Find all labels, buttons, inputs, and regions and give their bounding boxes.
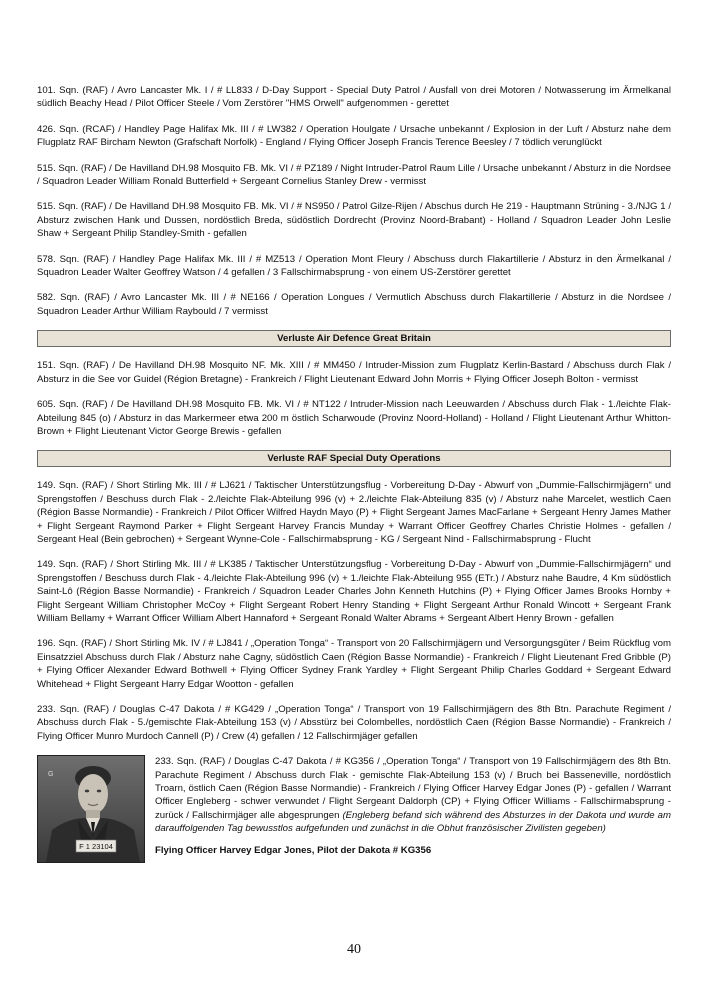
entry-426-sqn: 426. Sqn. (RCAF) / Handley Page Halifax Mk. III / # LW382 / Operation Houlgate / Ursache unbekannt / Explosion in der Luft / Absturz nahe dem Flugplatz RAF Bircham Newton (Grafschaft Norfolk) - England / Flying Officer Joseph Francis Terence Beesley / 7 tödlich verunglückt [37,123,671,149]
entry-101-sqn: 101. Sqn. (RAF) / Avro Lancaster Mk. I / # LL833 / D-Day Support - Special Duty Patrol / Ausfall von drei Motoren / Notwasserung im Ärmelkanal südlich Beachy Head / Pilot Officer Steele / Vom Zerstörer "HMS Orwell" aufgenommen - gerettet [37,85,671,110]
entry-196-sqn: 196. Sqn. (RAF) / Short Stirling Mk. IV / # LJ841 / „Operation Tonga“ - Transport von 20 Fallschirmjägern und Versorgungsgüter / Beim Rückflug vom Einsatzziel Abschuss durch Flak / Absturz nahe Cagny, südöstlich Caen (Région Basse Normandie) - Frankreich / Flight Lieutenant Fred Gribble (P) + Flying Officer Alexander Edward Bothwell + Flying Officer Sydney Frank Yardley + Flight Sergeant Philip Charles Goddard + Sergeant Edward Whitehead + Flight Sergeant Harry Edgar Wootton - gefallen [37,638,671,690]
entry-149-sqn-lk385: 149. Sqn. (RAF) / Short Stirling Mk. III / # LK385 / Taktischer Unterstützungsflug - Vorbereitung D-Day - Abwurf von „Dummie-Fallschirmjägern“ und Sprengstoffen / Beschuss durch Flak - 4./leichte Flak-Abteilung 996 (v) + 1./leichte Flak-Abteilung 955 (ETr.) / Absturz nahe Baudre, 4 Km südöstlich Saint-Lô (Région Basse Normandie) - Frankreich / Squadron Leader Charles John Kenneth Hutchins (P) + Flying Officer James Brooks Hornby + Flight Sergeant William Christopher McCoy + Flight Sergeant Robert Henry Standing + Flight Sergeant Arthur Ronald Wincott + Sergeant Frank William Bellamy + Warrant Officer William Albert Hannaford + Sergeant Ronald Walter Abrams + Sergeant Albert Henry Brown - gefallen [37,559,671,624]
portrait-photo [37,755,145,863]
entry-233-sqn-kg429: 233. Sqn. (RAF) / Douglas C-47 Dakota / # KG429 / „Operation Tonga“ / Transport von 19 Fallschirmjägern des 8th Btn. Parachute Regiment / Abschuss durch Flak - 5./gemischte Flak-Abteilung 153 (v) / Absstürz bei Colombelles, nordöstlich Caen (Région Basse Normandie) - Frankreich / Flying Officer Munro Murdoch Cannell (P) / Crew (4) gefallen / 12 Fallschirmjäger gefallen [37,704,671,742]
svg-text:G: G [48,771,54,779]
entry-233-sqn-kg356-note: (Engleberg befand sich während des Absturzes in der Dakota und wurde am darauffolgenden Tag bewusstlos aufgefunden und zunächst in die Obhut französischer Zivilisten gegeben) [155,809,671,835]
entry-149-sqn-lj621: 149. Sqn. (RAF) / Short Stirling Mk. III / # LJ621 / Taktischer Unterstützungsflug - Vorbereitung D-Day - Abwurf von „Dummie-Fallschirmjägern“ und Sprengstoffen / Beschuss durch Flak - 2./leichte Flak-Abteilung 996 (v) + 2./leichte Flak-Abteilung 835 (v) / Absturz nahe Marcelet, westlich Caen (Région Basse Normandie) - Frankreich / Pilot Officer Wilfred Haydn Mayo (P) + Flight Sergeant James MacFarlane + Sergeant Henry James Mather + Flight Sergeant Raymond Parker + Flight Sergeant Harvey Francis Munday + Warrant Officer Geoffrey Charles Christie Holmes - gefallen / Sergeant Heal (Bein gebrochen) + Sergeant Wynne-Cole - Fallschirmabsprung - KG / Sergeant Nind - Fallschirmabsprung - Flucht [37,480,671,545]
photo-entry-text [155,755,671,857]
page-content [37,84,671,863]
entry-233-sqn-kg356: 233. Sqn. (RAF) / Douglas C-47 Dakota / # KG356 / „Operation Tonga“ / Transport von 19 Fallschirmjägern des 8th Btn. Parachute Regiment / Abschuss durch Flak - gemischte Flak-Abteilung 153 (v) / Bruch bei Basseneville, nordöstlich Troarn, östlich Caen (Région Basse Normandie) - Frankreich / Flying Officer Harvey Edgar Jones (P) - gefallen / Warrant Officer Engleberg - schwer verwundet / Flight Sergeant Daldorph (CP) + Flying Officer Williams - Fallschirmabsprung - zurück / Fallschirmjäger alle abgesprungen [155,756,671,821]
photo-placard-number: F 1 23104 [79,842,113,852]
entry-578-sqn: 578. Sqn. (RAF) / Handley Page Halifax Mk. III / # MZ513 / Operation Mont Fleury / Abschuss durch Flakartillerie / Absturz in den Ärmelkanal / Squadron Leader Walter Geoffrey Watson / 4 gefallen / 3 Fallschirmabsprung - von einem US-Zerstörer gerettet [37,253,671,279]
photo-entry-block [37,755,671,863]
entry-151-sqn: 151. Sqn. (RAF) / De Havilland DH.98 Mosquito NF. Mk. XIII / # MM450 / Intruder-Mission zum Flugplatz Kerlin-Bastard / Abschuss durch Flak / Absturz in die See vor Guidel (Région Bretagne) - Frankreich / Flight Lieutenant Edward John Morris + Flying Officer Joseph Bolton - vermisst [37,360,671,385]
entry-582-sqn: 582. Sqn. (RAF) / Avro Lancaster Mk. III / # NE166 / Operation Longues / Vermutlich Abschuss durch Flakartillerie / Absturz in die Nordsee / Squadron Leader Arthur William Raybould / 7 vermisst [37,292,671,317]
entry-515-sqn-ns950: 515. Sqn. (RAF) / De Havilland DH.98 Mosquito FB. Mk. VI / # NS950 / Patrol Gilze-Rijen / Abschus durch He 219 - Hauptmann Strüning - 3./NJG 1 / Absturz zwischen Hank und Dussen, nordöstlich Breda, südöstlich Dordrecht (Provinz Noord-Brabant) - Holland / Squadron Leader John Leslie Shaw + Sergeant Philip Standley-Smith - gefallen [37,201,671,240]
section-heading-air-defence: Verluste Air Defence Great Britain [37,330,671,347]
photo-caption: Flying Officer Harvey Edgar Jones, Pilot der Dakota # KG356 [155,844,432,856]
entry-605-sqn: 605. Sqn. (RAF) / De Havilland DH.98 Mosquito FB. Mk. VI / # NT122 / Intruder-Mission nach Leeuwarden / Abschuss durch Flak - 1./leichte Flak-Abteilung 845 (o) / Absturz in das Markermeer etwa 200 m östlich Scharwoude (Provinz Noord-Holland) - Holland / Flight Lieutenant Arthur Whitton-Brown + Flight Lieutenant Victor George Brewis - gefallen [37,399,671,437]
section-heading-special-duty: Verluste RAF Special Duty Operations [37,450,671,467]
page-number: 40 [347,942,361,957]
entry-515-sqn-pz189: 515. Sqn. (RAF) / De Havilland DH.98 Mosquito FB. Mk. VI / # PZ189 / Night Intruder-Patrol Raum Lille / Ursache unbekannt / Absturz in die Nordsee / Squadron Leader William Ronald Butterfield + Sergeant Cornelius Stanley Drew - vermisst [37,162,671,188]
